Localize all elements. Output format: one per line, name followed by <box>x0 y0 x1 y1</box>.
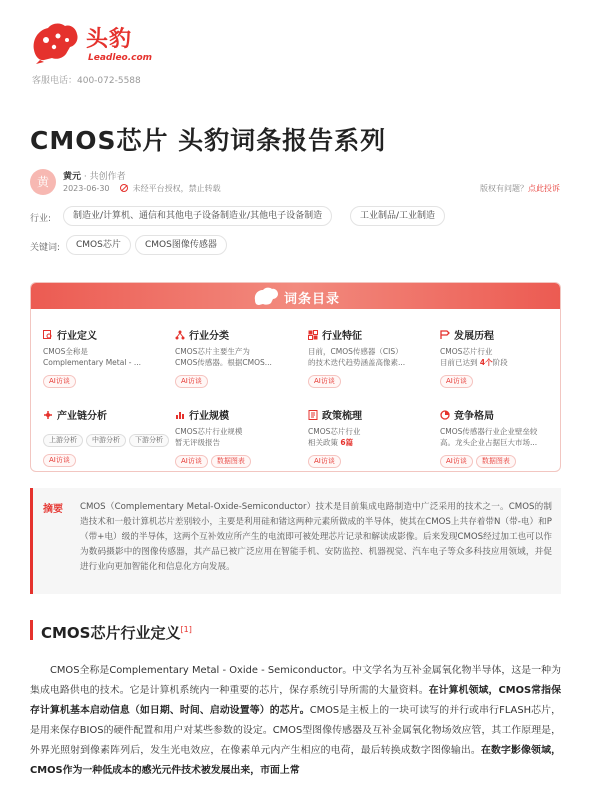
toc-header <box>31 283 560 309</box>
policy-icon <box>308 410 318 420</box>
toc-item-desc: 目前，CMOS传感器（CIS） <box>308 347 403 356</box>
author-role-sep: · <box>83 172 90 182</box>
toc-item-definition[interactable] <box>43 327 168 388</box>
toc-item-characteristics[interactable] <box>308 327 433 388</box>
toc-item-title: 发展历程 <box>454 331 494 342</box>
toc-item-desc: CMOS芯片行业 <box>440 347 493 356</box>
industry-tag-1[interactable]: 制造业/计算机、通信和其他电子设备制造业/其他电子设备制造 <box>63 206 332 226</box>
ai-interview-pill[interactable]: AI访谈 <box>440 375 473 388</box>
logo-url: Leadleo.com <box>88 53 153 63</box>
toc-item-market-size[interactable] <box>175 407 300 468</box>
author-avatar: 黄 <box>30 169 56 195</box>
toc-item-desc: 目前已达到 <box>440 358 480 367</box>
data-chart-pill[interactable]: 数据图表 <box>476 455 516 468</box>
tree-icon <box>175 330 185 340</box>
copyright-notice: 未经平台授权，禁止转载 <box>132 184 221 193</box>
ai-interview-pill[interactable]: AI访谈 <box>43 454 76 467</box>
page-title: CMOS芯片 头豹词条报告系列 <box>30 126 387 155</box>
toc-item-policy[interactable] <box>308 407 433 468</box>
author-name: 黄元 <box>63 172 82 182</box>
body-sentence: CMOS全称是Complementary Metal - Oxide - Semiconductor。中文学名为互补金属氧化物半导体，这是一种为集成电路供电的技术。它是计算机系统内一种重要的芯片，保存系统引导所需的大量资料。 <box>30 665 561 696</box>
toc-item-history[interactable] <box>440 327 561 388</box>
toc-item-desc: 阶段 <box>492 358 508 367</box>
table-of-contents <box>30 282 561 472</box>
ai-interview-pill[interactable]: AI访谈 <box>308 455 341 468</box>
footnote-ref[interactable]: [1] <box>180 625 192 634</box>
grid-icon <box>308 330 318 340</box>
toc-item-desc: CMOS芯片行业 <box>308 427 361 436</box>
author-line <box>63 169 126 182</box>
toc-item-classification[interactable] <box>175 327 300 388</box>
leopard-mark-icon <box>253 286 279 306</box>
logo-name: 头豹 <box>86 27 133 52</box>
report-link[interactable]: 点此投诉 <box>528 184 560 193</box>
search-doc-icon <box>43 330 53 340</box>
pie-icon <box>440 410 450 420</box>
toc-item-desc: CMOS芯片行业规模 <box>175 427 243 436</box>
toc-item-desc: 高。龙头企业占据巨大市场... <box>440 438 538 447</box>
toc-item-highlight: 6篇 <box>340 438 354 447</box>
toc-item-desc: CMOS传感器行业企业壁垒较 <box>440 427 538 436</box>
publish-date: 2023-06-30 <box>63 184 110 193</box>
toc-item-title: 行业定义 <box>57 331 97 342</box>
keywords-label: 关键词: <box>30 243 61 253</box>
publish-meta <box>63 183 221 194</box>
data-chart-pill[interactable]: 数据图表 <box>211 455 251 468</box>
ai-interview-pill[interactable]: AI访谈 <box>440 455 473 468</box>
toc-title: 词条目录 <box>284 292 341 307</box>
author-role: 共创作者 <box>89 172 126 182</box>
toc-item-highlight: 4个 <box>479 358 493 367</box>
body-paragraph <box>30 661 561 781</box>
abstract-box <box>30 488 561 594</box>
toc-item-title: 政策梳理 <box>322 411 362 422</box>
body-emphasis: 在数字影像领域，CMOS作为一种低成本的感光元件技术被发展出来，市面上常 <box>30 745 561 776</box>
copyright-dispute <box>480 183 560 194</box>
section-body <box>30 661 561 781</box>
toc-item-desc: Complementary Metal - ... <box>43 358 142 367</box>
ai-interview-pill[interactable]: AI访谈 <box>308 375 341 388</box>
toc-item-desc: 暂无评级报告 <box>175 438 220 447</box>
ai-interview-pill[interactable]: AI访谈 <box>175 375 208 388</box>
section-heading <box>30 620 192 640</box>
midstream-tag[interactable]: 中游分析 <box>86 434 126 447</box>
milestone-icon <box>440 330 450 340</box>
upstream-tag[interactable]: 上游分析 <box>43 434 83 447</box>
toc-item-desc: CMOS芯片主要生产为 <box>175 347 250 356</box>
abstract-text: CMOS（Complementary Metal-Oxide-Semiconductor）技术是目前集成电路制造中广泛采用的技术之一。CMOS的制造技术和一般计算机芯片差别较小，主要是利用硅和锗这两种元素所做成的半导体，使其在CMOS上共存着带N（带-电）和P（带+电）级的半导体，这两个互补效应所产生的电流即可被处理芯片记录和解读成影像。后来发现CMOS经过加工也可以作为数码摄影中的图像传感器，其产品已被广泛应用在智能手机、安防监控、机器视觉、汽车电子等众多科技应用领域，并促进行业向更加智能化和信息化方向发展。 <box>80 502 552 572</box>
customer-hotline: 客服电话：400-072-5588 <box>32 76 141 86</box>
toc-item-desc: CMOS全称是 <box>43 347 88 356</box>
leadleo-logo[interactable] <box>30 18 160 70</box>
leopard-logo-icon <box>30 20 80 64</box>
dispute-prefix: 版权有问题？ <box>480 184 528 193</box>
toc-item-title: 行业分类 <box>189 331 229 342</box>
toc-item-industry-chain[interactable] <box>43 407 168 467</box>
keyword-tag-2[interactable]: CMOS图像传感器 <box>135 235 227 255</box>
keyword-tag-1[interactable]: CMOS芯片 <box>66 235 131 255</box>
ai-interview-pill[interactable]: AI访谈 <box>175 455 208 468</box>
toc-item-title: 行业特征 <box>322 331 362 342</box>
toc-item-title: 行业规模 <box>189 411 229 422</box>
industry-tag-2[interactable]: 工业制品/工业制造 <box>350 206 445 226</box>
chain-icon <box>43 410 53 420</box>
body-emphasis: 在计算机领域，CMOS常指保存计算机基本启动信息（如日期、时间、启动设置等）的芯片。 <box>30 685 561 716</box>
no-entry-icon <box>120 184 128 192</box>
body-sentence: CMOS是主板上的一块可读写的并行或串行FLASH芯片，是用来保存BIOS的硬件配置和用户对某些参数的设定。CMOS型图像传感器及互补金属氧化物场效应管，其工作原理是，外界光照射到像素阵列后，发生光电效应，在像素单元内产生相应的电荷，最后转换成数字图像输出。 <box>30 705 561 756</box>
downstream-tag[interactable]: 下游分析 <box>129 434 169 447</box>
toc-item-desc: 相关政策 <box>308 438 341 447</box>
abstract-label: 摘要 <box>43 504 63 515</box>
section-title: CMOS芯片行业定义 <box>41 624 181 642</box>
toc-item-desc: 的技术迭代趋势涵盖高像素... <box>308 358 406 367</box>
industry-label: 行业: <box>30 214 52 224</box>
ai-interview-pill[interactable]: AI访谈 <box>43 375 76 388</box>
toc-item-competition[interactable] <box>440 407 561 468</box>
bar-chart-icon <box>175 410 185 420</box>
toc-item-title: 产业链分析 <box>57 411 107 422</box>
toc-item-title: 竞争格局 <box>454 411 494 422</box>
toc-item-desc: CMOS传感器。根据CMOS... <box>175 358 272 367</box>
